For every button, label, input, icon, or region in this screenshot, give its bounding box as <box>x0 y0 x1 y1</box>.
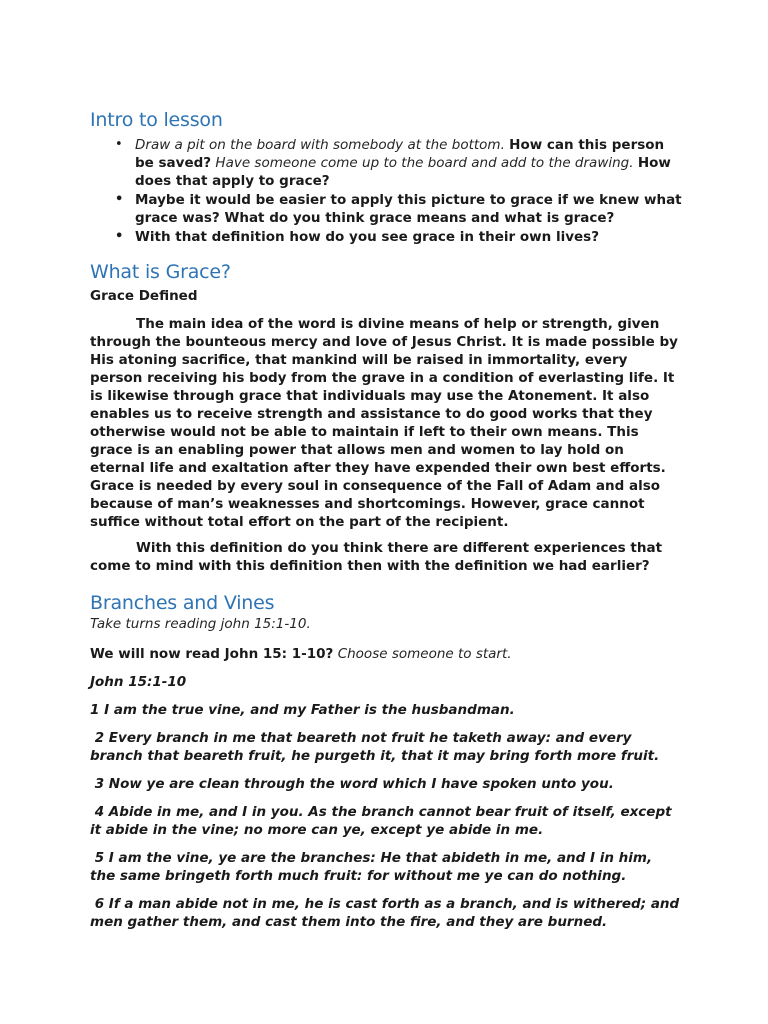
grace-definition-paragraph: The main idea of the word is divine means of help or strength, given through the bounteous mercy and love of Jesus Christ. It is made possible by His atoning sacrifice, that mankind will be raised in immortality, every person receiving his body from the grave in a condition of everlasting life. It is likewise through grace that individuals may use the Atonement. It also enables us to receive strength and assistance to do good works that they otherwise would not be able to maintain if left to their own means. This grace is an enabling power that allows men and women to lay hold on eternal life and exaltation after they have expended their own best efforts. Grace is needed by every soul in consequence of the Fall of Adam and also because of man’s weaknesses and shortcomings. However, grace cannot suffice without total effort on the part of the recipient. <box>90 316 678 530</box>
intro-bullet-2: • Maybe it would be easier to apply this picture to grace if we knew what grace was? What do you think grace means and what is grace? <box>90 191 685 227</box>
grace-subheading: Grace Defined <box>90 288 198 304</box>
branches-instruction: Take turns reading john 15:1-10. <box>90 616 311 632</box>
read-prompt <box>90 645 680 663</box>
verse-3: 3 Now ye are clean through the word which I have spoken unto you. <box>90 776 614 792</box>
intro-bullet-3: • With that definition how do you see grace in their own lives? <box>90 228 685 246</box>
grace-question-paragraph: With this definition do you think there are different experiences that come to mind with this definition then with the definition we had earlier? <box>90 540 663 574</box>
branches-heading: Branches and Vines <box>90 592 275 614</box>
verse-5: 5 I am the vine, ye are the branches: He that abideth in me, and I in him, the same bringeth forth much fruit: for without me ye can do nothing. <box>90 850 657 884</box>
verse-2: 2 Every branch in me that beareth not fruit he taketh away: and every branch that beareth fruit, he purgeth it, that it may bring forth more fruit. <box>90 730 660 764</box>
intro-bullet-1-instruction: Draw a pit on the board with somebody at the bottom. <box>135 137 505 153</box>
read-prompt-instruction: Choose someone to start. <box>337 646 512 662</box>
verse-6: 6 If a man abide not in me, he is cast forth as a branch, and is withered; and men gather them, and cast them into the fire, and they are burned. <box>90 896 684 930</box>
intro-bullet-1-question-2: How does that apply to grace? <box>135 155 671 189</box>
intro-bullet-list <box>90 136 685 246</box>
intro-heading: Intro to lesson <box>90 109 223 131</box>
verse-1: 1 I am the true vine, and my Father is the husbandman. <box>90 702 515 718</box>
intro-bullet-1 <box>90 136 685 190</box>
read-prompt-question: We will now read John 15: 1-10? <box>90 646 334 662</box>
grace-heading: What is Grace? <box>90 261 231 283</box>
verse-4: 4 Abide in me, and I in you. As the branch cannot bear fruit of itself, except it abide in the vine; no more can ye, except ye abide in me. <box>90 804 677 838</box>
scripture-reference: John 15:1-10 <box>90 674 187 690</box>
intro-bullet-1-question: How can this person be saved? <box>135 137 665 171</box>
intro-bullet-1-instruction-2: Have someone come up to the board and add to the drawing. <box>215 155 634 171</box>
